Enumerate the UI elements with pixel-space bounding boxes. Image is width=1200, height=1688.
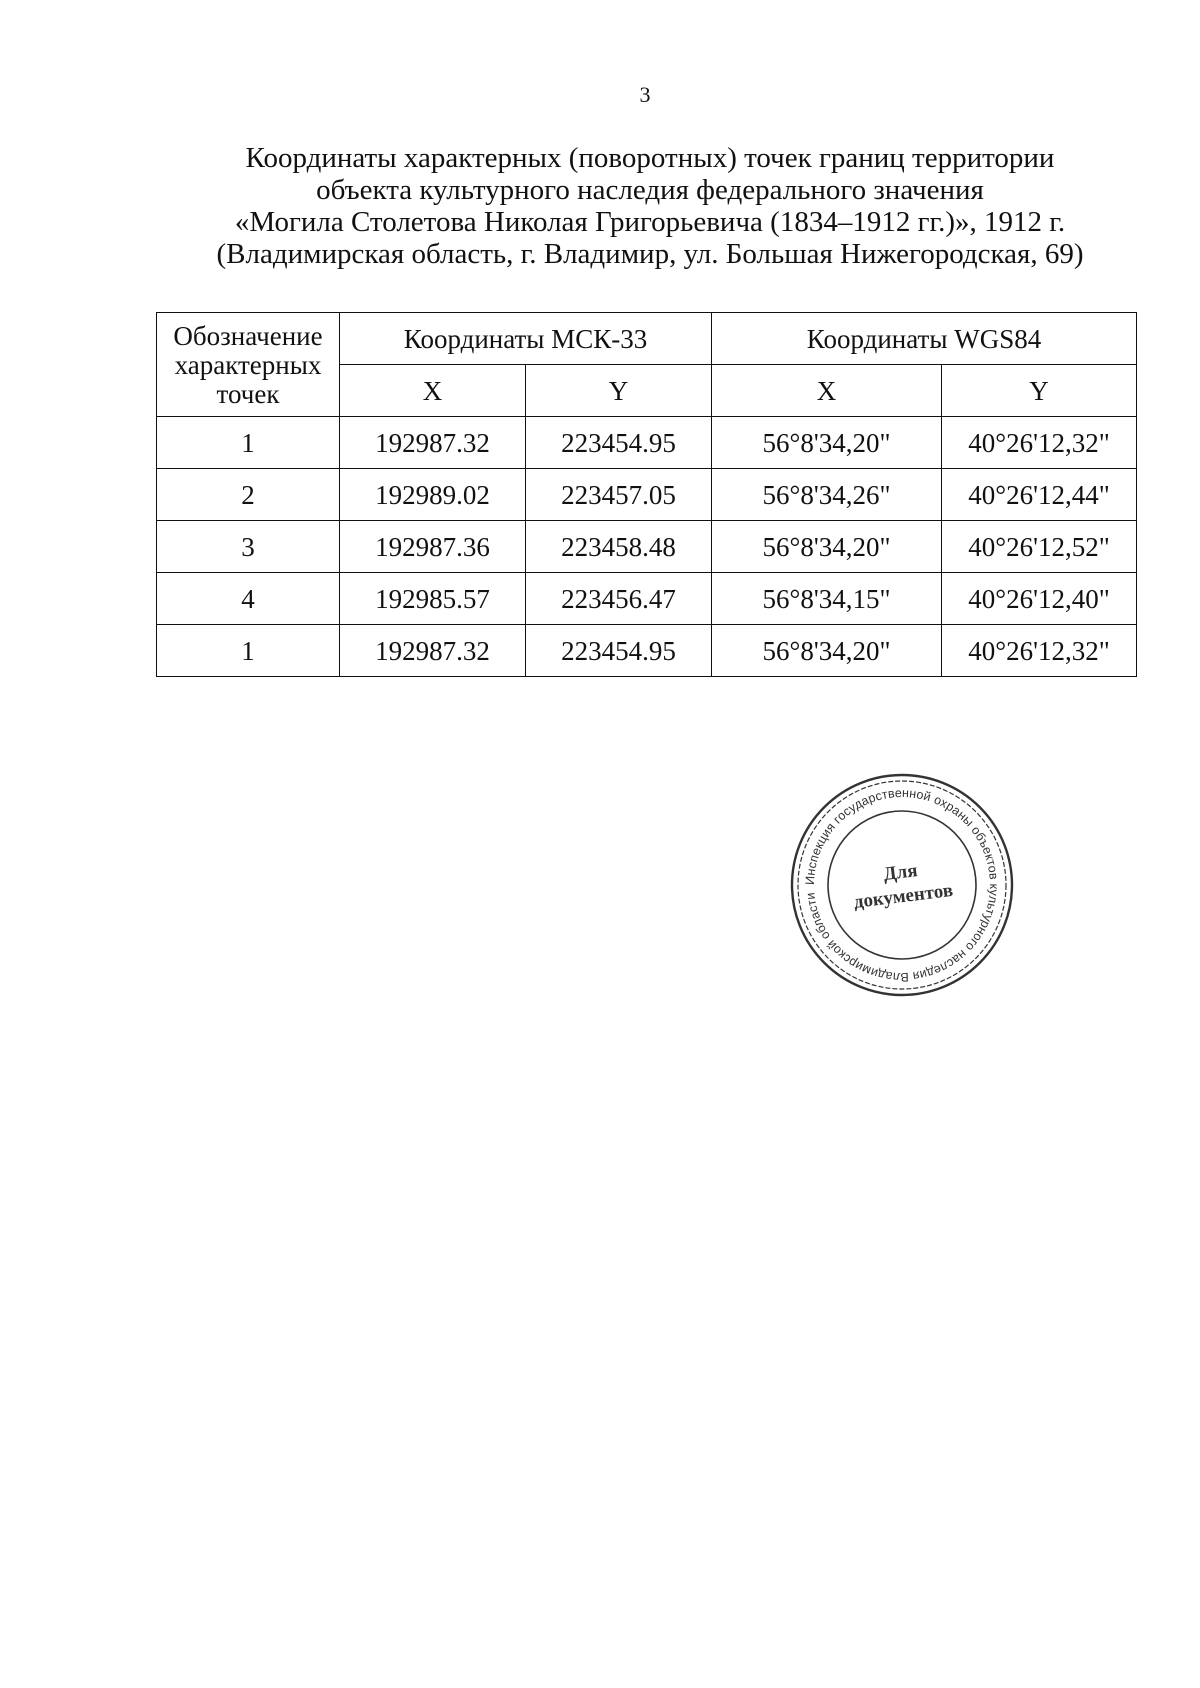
table-row xyxy=(157,417,1137,469)
wgs84-group-header: Координаты WGS84 xyxy=(712,313,1137,365)
msk33-y-cell: 223457.05 xyxy=(526,469,712,521)
stamp-middle-ring xyxy=(798,781,1006,989)
page-number: 3 xyxy=(639,82,651,107)
wgs84-x-header: X xyxy=(712,365,942,417)
msk33-y-cell: 223458.48 xyxy=(526,521,712,573)
wgs84-y-cell: 40°26'12,44" xyxy=(942,469,1137,521)
table-header-row xyxy=(157,313,1137,365)
wgs84-y-cell: 40°26'12,32" xyxy=(942,625,1137,677)
wgs84-y-cell: 40°26'12,32" xyxy=(942,417,1137,469)
msk33-x-header: X xyxy=(340,365,526,417)
table-row xyxy=(157,573,1137,625)
table-row xyxy=(157,625,1137,677)
msk33-x-cell: 192987.32 xyxy=(340,417,526,469)
wgs84-x-cell: 56°8'34,26" xyxy=(712,469,942,521)
stamp-ring-text: Инспекция государственной охраны объектов культурного наследия Владимирской области xyxy=(802,785,1002,985)
msk33-x-cell: 192989.02 xyxy=(340,469,526,521)
wgs84-y-cell: 40°26'12,40" xyxy=(942,573,1137,625)
coordinates-table xyxy=(156,312,1137,677)
msk33-x-cell: 192987.36 xyxy=(340,521,526,573)
stamp-center-line-1: Для xyxy=(882,860,919,886)
header-line: Обозначение xyxy=(173,321,323,351)
msk33-y-cell: 223456.47 xyxy=(526,573,712,625)
msk33-y-cell: 223454.95 xyxy=(526,625,712,677)
wgs84-y-header: Y xyxy=(942,365,1137,417)
stamp-inner-ring xyxy=(828,811,976,959)
point-designation-header xyxy=(157,313,340,417)
header-line: точек xyxy=(216,379,280,409)
document-title xyxy=(150,142,1150,270)
stamp-outer-ring xyxy=(792,775,1012,995)
msk33-x-cell: 192985.57 xyxy=(340,573,526,625)
point-cell: 4 xyxy=(157,573,340,625)
title-line: (Владимирская область, г. Владимир, ул. Большая Нижегородская, 69) xyxy=(216,238,1084,270)
official-stamp xyxy=(787,770,1017,1000)
wgs84-x-cell: 56°8'34,20" xyxy=(712,521,942,573)
title-line: «Могила Столетова Николая Григорьевича (1834–1912 гг.)», 1912 г. xyxy=(234,206,1066,238)
stamp-ink xyxy=(792,775,1012,995)
msk33-group-header: Координаты МСК-33 xyxy=(340,313,712,365)
wgs84-x-cell: 56°8'34,20" xyxy=(712,625,942,677)
title-line: объекта культурного наследия федерального значения xyxy=(316,174,984,206)
point-cell: 1 xyxy=(157,417,340,469)
point-cell: 1 xyxy=(157,625,340,677)
table-row xyxy=(157,469,1137,521)
stamp-center-line-2: документов xyxy=(852,879,955,913)
msk33-y-cell: 223454.95 xyxy=(526,417,712,469)
stamp-ring-text-label xyxy=(803,786,1001,984)
msk33-x-cell: 192987.32 xyxy=(340,625,526,677)
wgs84-x-cell: 56°8'34,15" xyxy=(712,573,942,625)
title-line: Координаты характерных (поворотных) точек границ территории xyxy=(245,142,1055,174)
msk33-y-header: Y xyxy=(526,365,712,417)
header-line: характерных xyxy=(174,350,322,380)
point-cell: 2 xyxy=(157,469,340,521)
table-row xyxy=(157,521,1137,573)
wgs84-x-cell: 56°8'34,20" xyxy=(712,417,942,469)
point-cell: 3 xyxy=(157,521,340,573)
wgs84-y-cell: 40°26'12,52" xyxy=(942,521,1137,573)
